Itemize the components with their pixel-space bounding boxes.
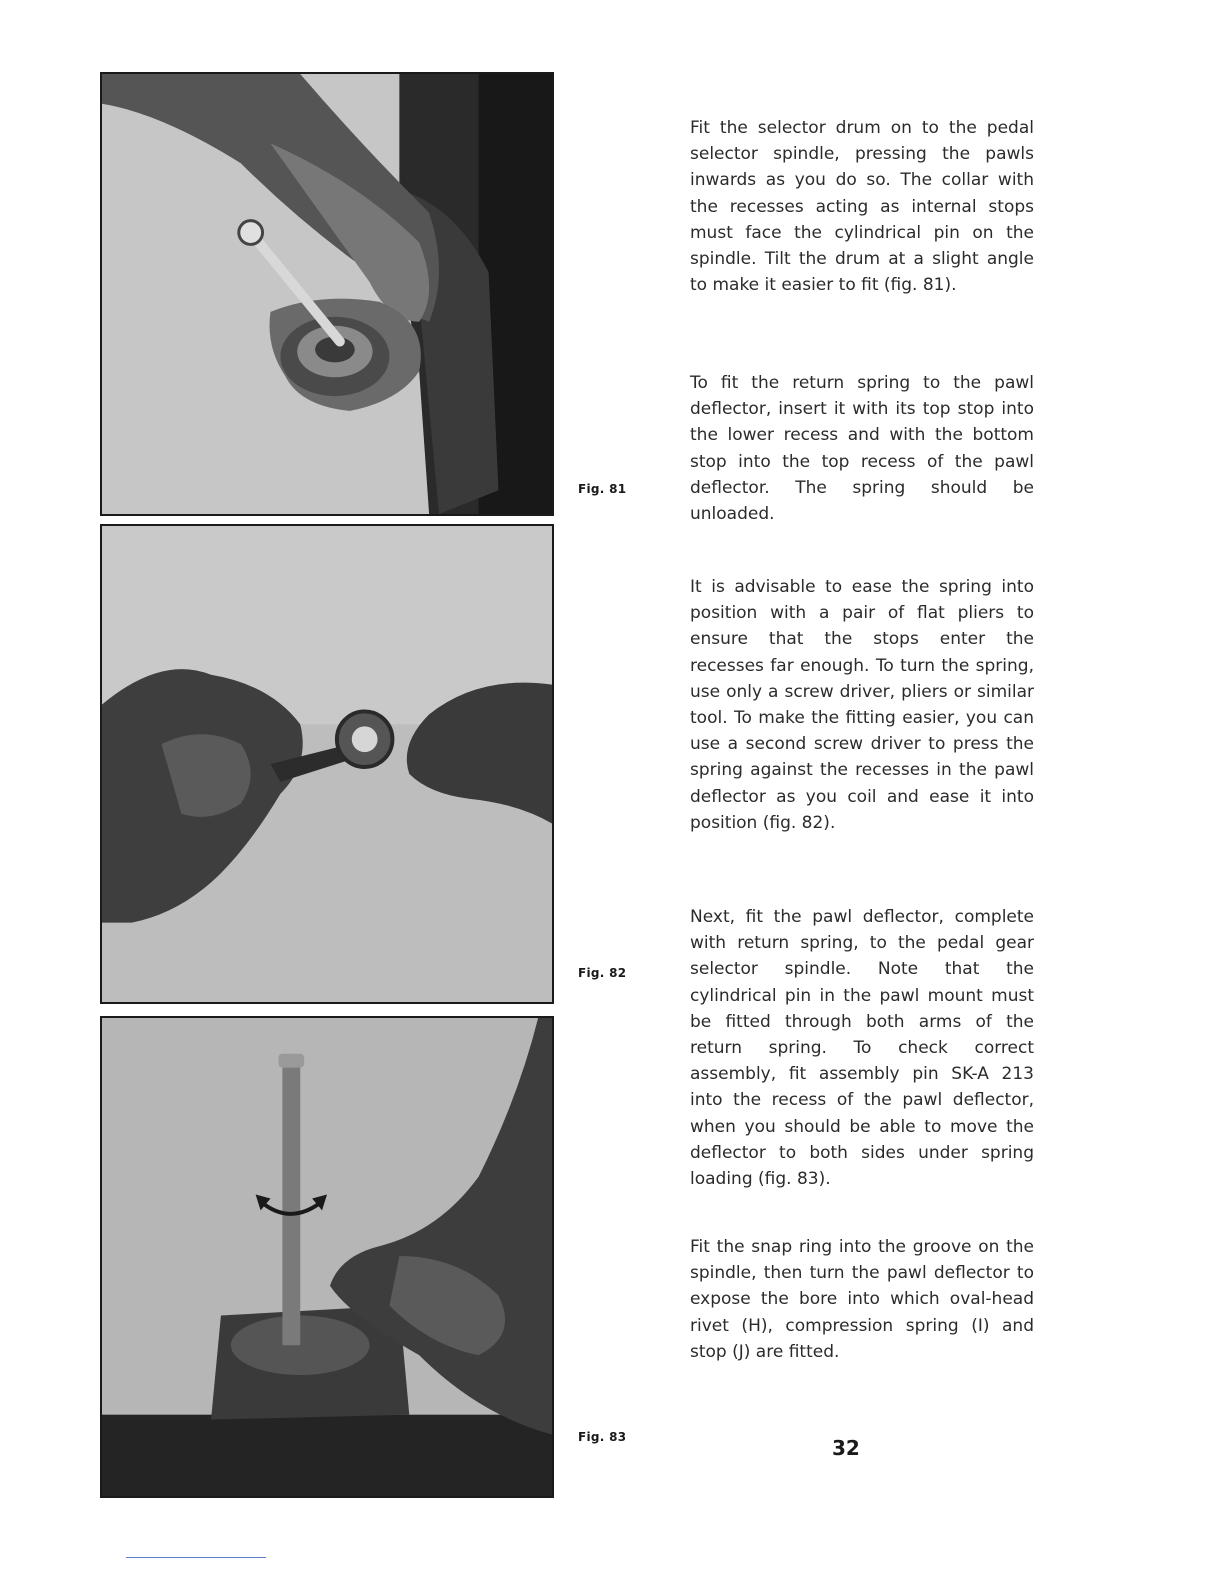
footer-rule [126, 1557, 266, 1558]
figure-83-photo [100, 1016, 554, 1498]
paragraph-fit-return-spring: To fit the return spring to the pawl deflector, insert it with its top stop into the lower recess and with the bottom stop into the top recess of the pawl deflector. The spring should be unloaded. [690, 373, 1034, 525]
paragraph-fit-pawl-deflector: Next, fit the pawl deflector, complete with return spring, to the pedal gear selector spindle. Note that the cylindrical pin in the pawl mount must be fitted through both arms of the return spring. To check correct assembly, fit assembly pin SK-A 213 into the recess of the pawl deflector, when you should be able to move the deflector to both sides under spring loading (fig. 83). [690, 907, 1034, 1190]
figure-81-illustration [102, 74, 552, 514]
paragraph-fit-selector-drum: Fit the selector drum on to the pedal selector spindle, pressing the pawls inwards as you do so. The collar with the recesses acting as internal stops must face the cylindrical pin on the spindle. Tilt the drum at a slight angle to make it easier to fit (fig. 81). [690, 118, 1034, 296]
figure-81-photo [100, 72, 554, 516]
figure-82-illustration [102, 526, 552, 1002]
figure-82-photo [100, 524, 554, 1004]
figure-83-caption: Fig. 83 [578, 1430, 627, 1444]
page-number: 32 [832, 1436, 860, 1460]
figure-82-caption: Fig. 82 [578, 966, 627, 980]
figure-81-caption: Fig. 81 [578, 482, 627, 496]
figure-83-illustration [102, 1018, 552, 1496]
paragraph-ease-spring-pliers: It is advisable to ease the spring into position with a pair of flat pliers to ensure that the stops enter the recesses far enough. To turn the spring, use only a screw driver, pliers or similar tool. To make the fitting easier, you can use a second screw driver to press the spring against the recesses in the pawl deflector as you coil and ease it into position (fig. 82). [690, 577, 1034, 833]
paragraph-fit-snap-ring: Fit the snap ring into the groove on the spindle, then turn the pawl deflector to expose the bore into which oval-head rivet (H), compression spring (I) and stop (J) are fitted. [690, 1237, 1034, 1362]
